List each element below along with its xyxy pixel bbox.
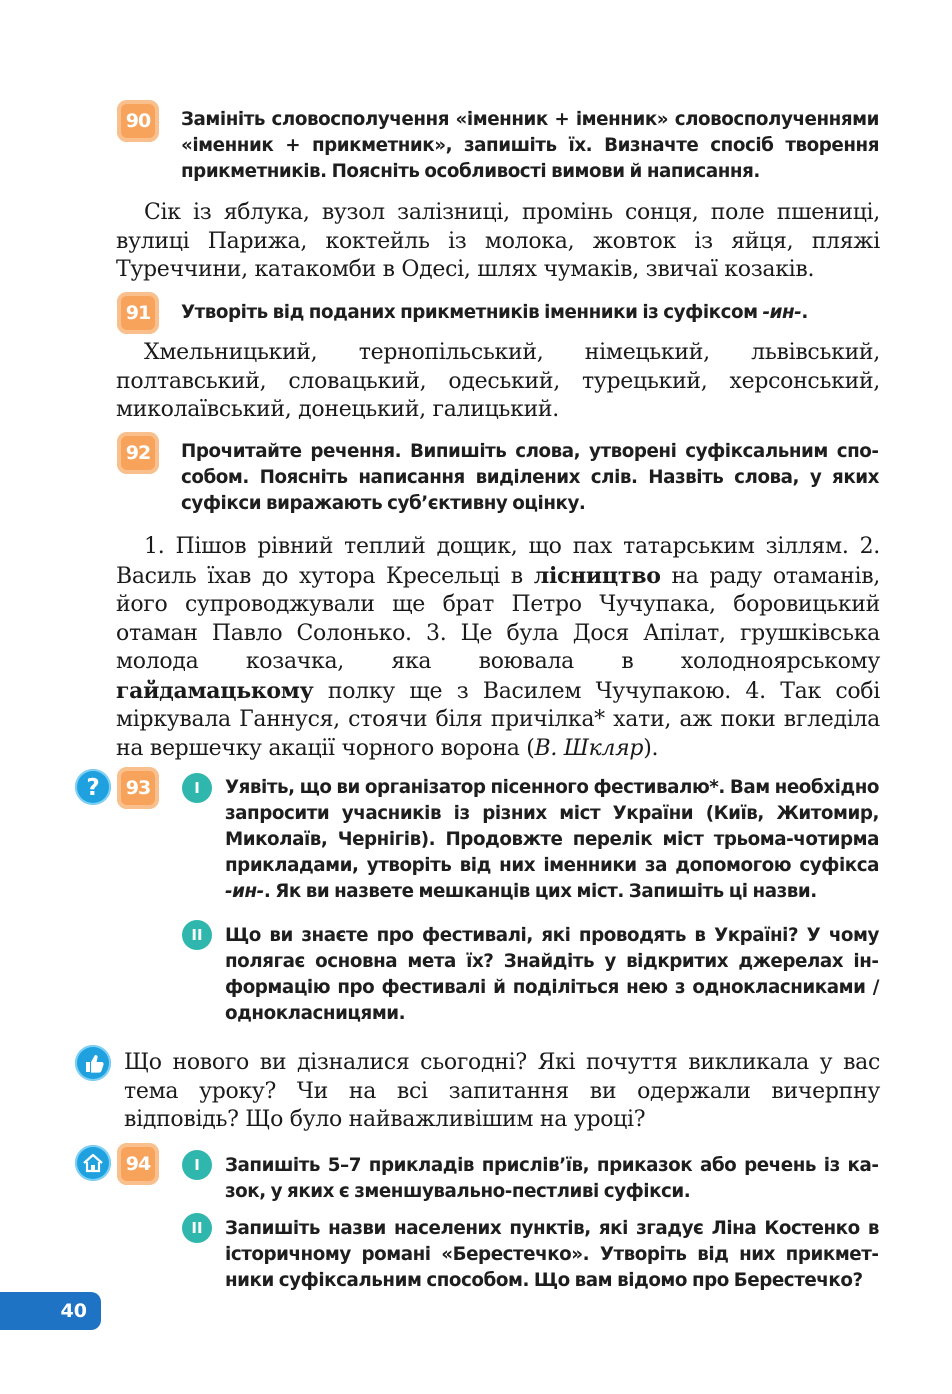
author: В. Шкляр (534, 735, 644, 761)
exercise-93-part-1-text: Уявіть, що ви організатор пісенного фестивалю*. Вам необхідно запросити учасників із різних міст України (Київ, Житомир, Миколаїв, Чернігів). Продовжте перелік міст трьома-чотирма прикладами, утворіть від них іменники за допомогою суфікса (225, 777, 879, 876)
exercise-92-text (116, 533, 880, 763)
exercise-91-task-text: Утворіть від поданих прикметників іменники із суфіксом (181, 302, 763, 323)
exercise-94-part-2: Запишіть назви населених пунктів, які згадує Ліна Костенко в історичному романі «Берестечко». Утворіть від них прикметники суфіксальним способом. Що вам відомо про Берестечко? (225, 1218, 879, 1291)
part-1-badge: I (182, 773, 212, 803)
exercise-90-task: Замініть словосполучення «іменник + іменник» словосполученнями «іменник + прикметник», запишіть їх. Визначте спосіб творення прикметників. Поясніть особливості вимови й написання. (181, 109, 879, 182)
exercise-91-task (181, 300, 879, 326)
sentence-part-2: на раду отаманів, його супроводжували ще брат Петро Чучупака, боровицький отаман Павло Солонько. 3. Це була Дося Апілат, грушківська молода козачка, яка воювала в холодноярському (116, 563, 880, 674)
thumbs-up-icon (75, 1045, 111, 1081)
exercise-number-92: 92 (117, 432, 159, 474)
suffix-in: -ин- (225, 881, 264, 902)
sentence-part-1: 1. Пішов рівний теплий дощик, що пах татарським зіллям. 2. Василь їхав до хутора Кресельці в (116, 534, 880, 589)
exercise-93-part-2: Що ви знаєте про фестивалі, які проводять в Україні? У чому полягає основна мета їх? Знайдіть у відкритих джерелах інформацію про фестивалі й поділіться нею з однокласниками / однокласницями. (225, 925, 879, 1024)
home-icon (75, 1145, 111, 1181)
exercise-91-task-end: . (801, 302, 808, 323)
exercise-number-91: 91 (117, 292, 159, 334)
exercise-number-93: 93 (117, 767, 159, 809)
suffix-in: -ин- (762, 302, 802, 323)
question-icon (75, 769, 111, 805)
sentence-part-3: полку ще з Василем Чучупакою. 4. Так собі міркувала Ганнуся, стоячи біля причілка* хати, аж поки вгледіла на вершечку акації чорного ворона ( (116, 678, 880, 761)
reflection-text: Що нового ви дізналися сьогодні? Які почуття викликала у вас тема уроку? Чи на всі запитання ви одержали вичерпну відповідь? Що було найважливішим на уроці? (124, 1050, 880, 1132)
exercise-number-90: 90 (117, 100, 159, 142)
svg-text:?: ? (86, 775, 100, 801)
exercise-91-text: Хмельницький, тернопільський, німецький, львівський, полтавський, словацький, одеський, турецький, херсонський, миколаївський, донецький, галицький. (116, 340, 880, 422)
exercise-93-part-1 (225, 775, 879, 905)
part-1-badge: I (182, 1150, 212, 1180)
highlighted-word-2: гайдамацькому (116, 677, 314, 704)
part-2-badge: II (182, 1213, 212, 1243)
page-number-box (0, 1292, 101, 1330)
highlighted-word-1: лісництво (533, 562, 661, 589)
exercise-number-94: 94 (117, 1143, 159, 1185)
sentence-part-4: ). (643, 735, 659, 761)
exercise-92-task: Прочитайте речення. Випишіть слова, утворені суфіксальним способом. Поясніть написання виділених слів. Назвіть слова, у яких суфікси виражають суб’єктивну оцінку. (181, 441, 879, 514)
exercise-94-part-1: Запишіть 5–7 прикладів прислів’їв, приказок або речень із казок, у яких є зменшувально-пестливі суфікси. (225, 1155, 879, 1202)
part-2-badge: II (182, 920, 212, 950)
exercise-93-part-1-end: . Як ви назвете мешканців цих міст. Запишіть ці назви. (263, 881, 817, 902)
page-number: 40 (60, 1300, 87, 1322)
exercise-90-text: Сік із яблука, вузол залізниці, промінь сонця, поле пшениці, вулиці Парижа, коктейль із молока, жовток із яйця, пляжі Туреччини, катакомби в Одесі, шлях чумаків, звичаї козаків. (116, 200, 880, 282)
